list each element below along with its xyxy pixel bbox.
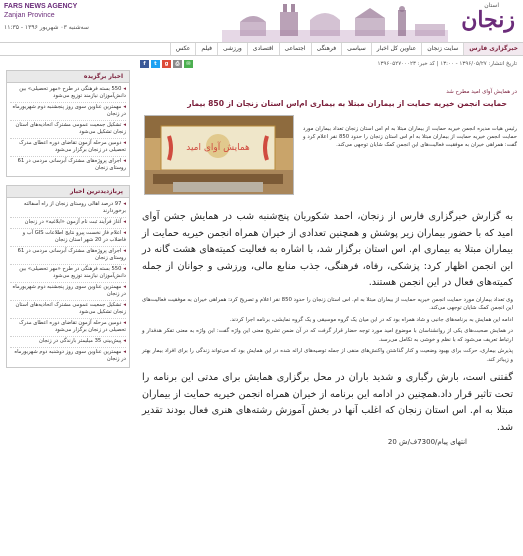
bullet-icon: ◂ xyxy=(123,201,126,207)
logo-subtitle: استان xyxy=(484,2,499,9)
article xyxy=(140,58,517,556)
zanjan-skyline-illustration xyxy=(220,0,450,42)
brand-english-name: FARS NEWS AGENCY xyxy=(4,3,78,10)
article-kicker: در همایش آوای امید مطرح شد xyxy=(446,89,517,95)
small-paragraph: ادامه این همایش به برنامه‌های جانبی و شاد همراه بود که در این میان یک گروه موسیقی و یک گروه نمایشی، برنامه اجرا کردند. xyxy=(229,316,513,323)
nav-fars-news[interactable]: خبرگزاری فارس xyxy=(463,43,523,55)
featured-news-list xyxy=(7,83,129,176)
bullet-icon: ◂ xyxy=(123,248,126,254)
header-date: سه‌شنبه ۰۳ شهریور ۱۳۹۶ - ۱۱:۳۵ xyxy=(4,24,89,31)
list-item[interactable]: ◂پیش‌بینی 35 میلیمتر بارندگی در زنجان xyxy=(10,337,126,348)
article-paragraph-1: به گزارش خبرگزاری فارس از زنجان، احمد شکوریان پنج‌شنبه شب در همایش جشن آوای امید که با حضور بیماران زیر پوشش و همچنین تعدادی از خیران همراه انجمن خیریه حمایت از بیماران مبتلا به بیماری ام. اس استان برگزار شد، با اشاره به فعالیت کمیته‌های هشت گانه در این انجمن اظهار کرد: پزشکی، رفاه، فرهنگی، جذب منابع مالی، ورزشی و جوانان از جمله کمیته‌های فعال در این انجمن هستند. xyxy=(142,211,513,288)
featured-news-box xyxy=(6,70,130,177)
bullet-icon: ◂ xyxy=(123,140,126,146)
featured-news-title: اخبار برگزیده xyxy=(7,71,129,83)
bullet-icon: ◂ xyxy=(123,338,126,344)
most-viewed-box xyxy=(6,185,130,368)
logo-title: زنجان xyxy=(461,7,515,33)
site-header xyxy=(0,0,523,42)
article-paragraph-2: گفتنی است، بارش رگباری و شدید باران در محل برگزاری همایش برای مدتی این برنامه را تحت تاثیر قرار داد.همچنین در ادامه این برنامه از خیران همراه انجمن خیریه حمایت از بیماران مبتلا به ام. اس استان زنجان که اغلب آنها در بخش آموزش رشته‌های هنری فعال بودند تقدیر شد. xyxy=(142,372,513,433)
article-lead: رئیس هیات مدیره انجمن خیریه حمایت از بیماران مبتلا به ام اس استان زنجان تعداد بیماران مورد حمایت انجمن خیریه حمایت از بیماران مبتلا به ام اس استان زنجان را حدود 850 نفر اعلام کرد و گفت: همراهی خیران به موفقیت فعالیت‌های این انجمن کمک شایان توجهی می‌کند. xyxy=(303,126,517,148)
google-plus-icon[interactable]: g xyxy=(162,60,171,68)
list-item[interactable]: ◂550 بسته فرهنگی در طرح «مهر تحصیلی» بین دانش‌آموزان نیازمند توزیع می‌شود xyxy=(10,85,126,103)
print-icon[interactable]: ⎙ xyxy=(173,60,182,68)
bullet-icon: ◂ xyxy=(123,104,126,110)
bullet-icon: ◂ xyxy=(123,122,126,128)
list-item[interactable]: ◂اعلام فاز نخست پیرو نتایج اطلاعات GIS آب و فاضلاب در 20 شهر استان زنجان xyxy=(10,229,126,247)
nav-sports[interactable]: ورزشی xyxy=(217,43,247,55)
main-navigation xyxy=(0,42,523,56)
bullet-icon: ◂ xyxy=(123,219,126,225)
bullet-icon: ◂ xyxy=(123,349,126,355)
most-viewed-list xyxy=(7,198,129,367)
article-end-code: انتهای پیام/7300ف/ش 20 xyxy=(387,438,467,446)
nav-social[interactable]: اجتماعی xyxy=(279,43,311,55)
zanjan-logo[interactable] xyxy=(445,0,515,42)
sidebar xyxy=(6,70,130,376)
list-item[interactable]: ◂97 درصد اهالی روستای زنجان از راه آسفالته برخوردارند xyxy=(10,200,126,218)
lead-section xyxy=(140,115,517,195)
bullet-icon: ◂ xyxy=(123,284,126,290)
list-item[interactable]: ◂دومین مرحله آزمون تقاضای دوره اعطای مدرک تحصیلی در زنجان برگزار می‌شود xyxy=(10,139,126,157)
brand-block[interactable] xyxy=(4,2,154,40)
nav-zanjan-site[interactable]: سایت زنجان xyxy=(421,43,463,55)
share-buttons xyxy=(140,60,193,68)
small-paragraph: پذیرش بیماری، حرکت برای بهبود وضعیت و کنار گذاشتن واکنش‌های منفی از جمله توصیه‌های ارائه شده در این همایش بود که می‌تواند زندگی را برای افراد بیمار بهتر و زیباتر کند. xyxy=(142,348,513,363)
list-item[interactable]: ◂مهمترین عناوین سوی روز دوشنبه دوم شهریورماه در زنجان xyxy=(14,349,126,362)
bullet-icon: ◂ xyxy=(123,230,126,236)
event-banner-text: همایش آوای امید xyxy=(186,143,250,153)
nav-economic[interactable]: اقتصادی xyxy=(247,43,279,55)
brand-province: Zanjan Province xyxy=(4,12,55,19)
article-small-paragraphs xyxy=(140,296,517,365)
event-photo xyxy=(144,116,293,195)
nav-political[interactable]: سیاسی xyxy=(341,43,371,55)
bullet-icon: ◂ xyxy=(123,158,126,164)
article-title: حمایت انجمن خیریه حمایت از بیماران مبتلا به بیماری ام‌اس استان زنجان از 850 بیمار xyxy=(187,99,507,108)
bullet-icon: ◂ xyxy=(123,302,126,308)
list-item[interactable]: ◂تشکیل جمعیت عمومی مشترک اتحادیه‌های استان زنجان تشکیل می‌شود xyxy=(10,301,126,319)
bullet-icon: ◂ xyxy=(123,320,126,326)
list-item[interactable]: ◂اجرای پروژه‌های مشترک آبرسانی مردمی در 61 روستای زنجان xyxy=(17,158,126,171)
twitter-icon[interactable]: t xyxy=(151,60,160,68)
list-item[interactable]: ◂مهمترین عناوین سوی روز پنجشنبه دوم شهریورماه در زنجان xyxy=(10,283,126,301)
list-item[interactable]: ◂مهمترین عناوین سوی روز پنجشنبه دوم شهریورماه در زنجان xyxy=(10,103,126,121)
small-paragraph: در همایش صحبت‌های یکی از روانشناسان با موضوع امید مورد توجه حضار قرار گرفت که در آن ضمن تشریح معنی این واژه گفت: این واژه به معنی تفکر هدفدار و ارتباط تعریف می‌شود که با نظم و خوشی به تکامل می‌رسد. xyxy=(142,328,513,343)
facebook-icon[interactable]: f xyxy=(140,60,149,68)
nav-all-news[interactable]: عناوین کل اخبار xyxy=(371,43,421,55)
nav-photo[interactable]: عکس xyxy=(170,43,196,55)
email-icon[interactable]: ✉ xyxy=(184,60,193,68)
bullet-icon: ◂ xyxy=(123,266,126,272)
most-viewed-title: پربازدیدترین اخبار xyxy=(7,186,129,198)
list-item[interactable]: ◂دومین مرحله آزمون تقاضای دوره اعطای مدرک تحصیلی در زنجان برگزار می‌شود xyxy=(10,319,126,337)
article-meta-row xyxy=(140,58,517,70)
nav-cultural[interactable]: فرهنگی xyxy=(311,43,341,55)
article-meta: تاریخ انتشار: ۱۳۹۶/۰۵/۲۷ - ۱۳:۰۰ | کد خبر: ۱۳۹۶۰۵۲۷۰۰۰۲۳ xyxy=(377,61,517,67)
list-item[interactable]: ◂تشکیل جمعیت عمومی مشترک اتحادیه‌های استان زنجان تشکیل می‌شود xyxy=(10,121,126,139)
small-paragraph: وی تعداد بیماران مورد حمایت انجمن خیریه حمایت از بیماران مبتلا به ام. اس استان زنجان را حدود 850 نفر اعلام و تصریح کرد: همراهی خیران به موفقیت فعالیت‌های این انجمن کمک شایان توجهی می‌کند. xyxy=(142,296,514,311)
nav-video[interactable]: فیلم xyxy=(195,43,217,55)
list-item[interactable]: ◂اجرای پروژه‌های مشترک آبرسانی مردمی در 61 روستای زنجان xyxy=(10,247,126,265)
list-item[interactable]: ◂آغاز فرآیند ثبت نام آزمون «ابلاغیه» در زنجان xyxy=(10,218,126,229)
article-image[interactable] xyxy=(144,115,294,195)
list-item[interactable]: ◂550 بسته فرهنگی در طرح «مهر تحصیلی» بین دانش‌آموزان نیازمند توزیع می‌شود xyxy=(10,265,126,283)
bullet-icon: ◂ xyxy=(123,86,126,92)
